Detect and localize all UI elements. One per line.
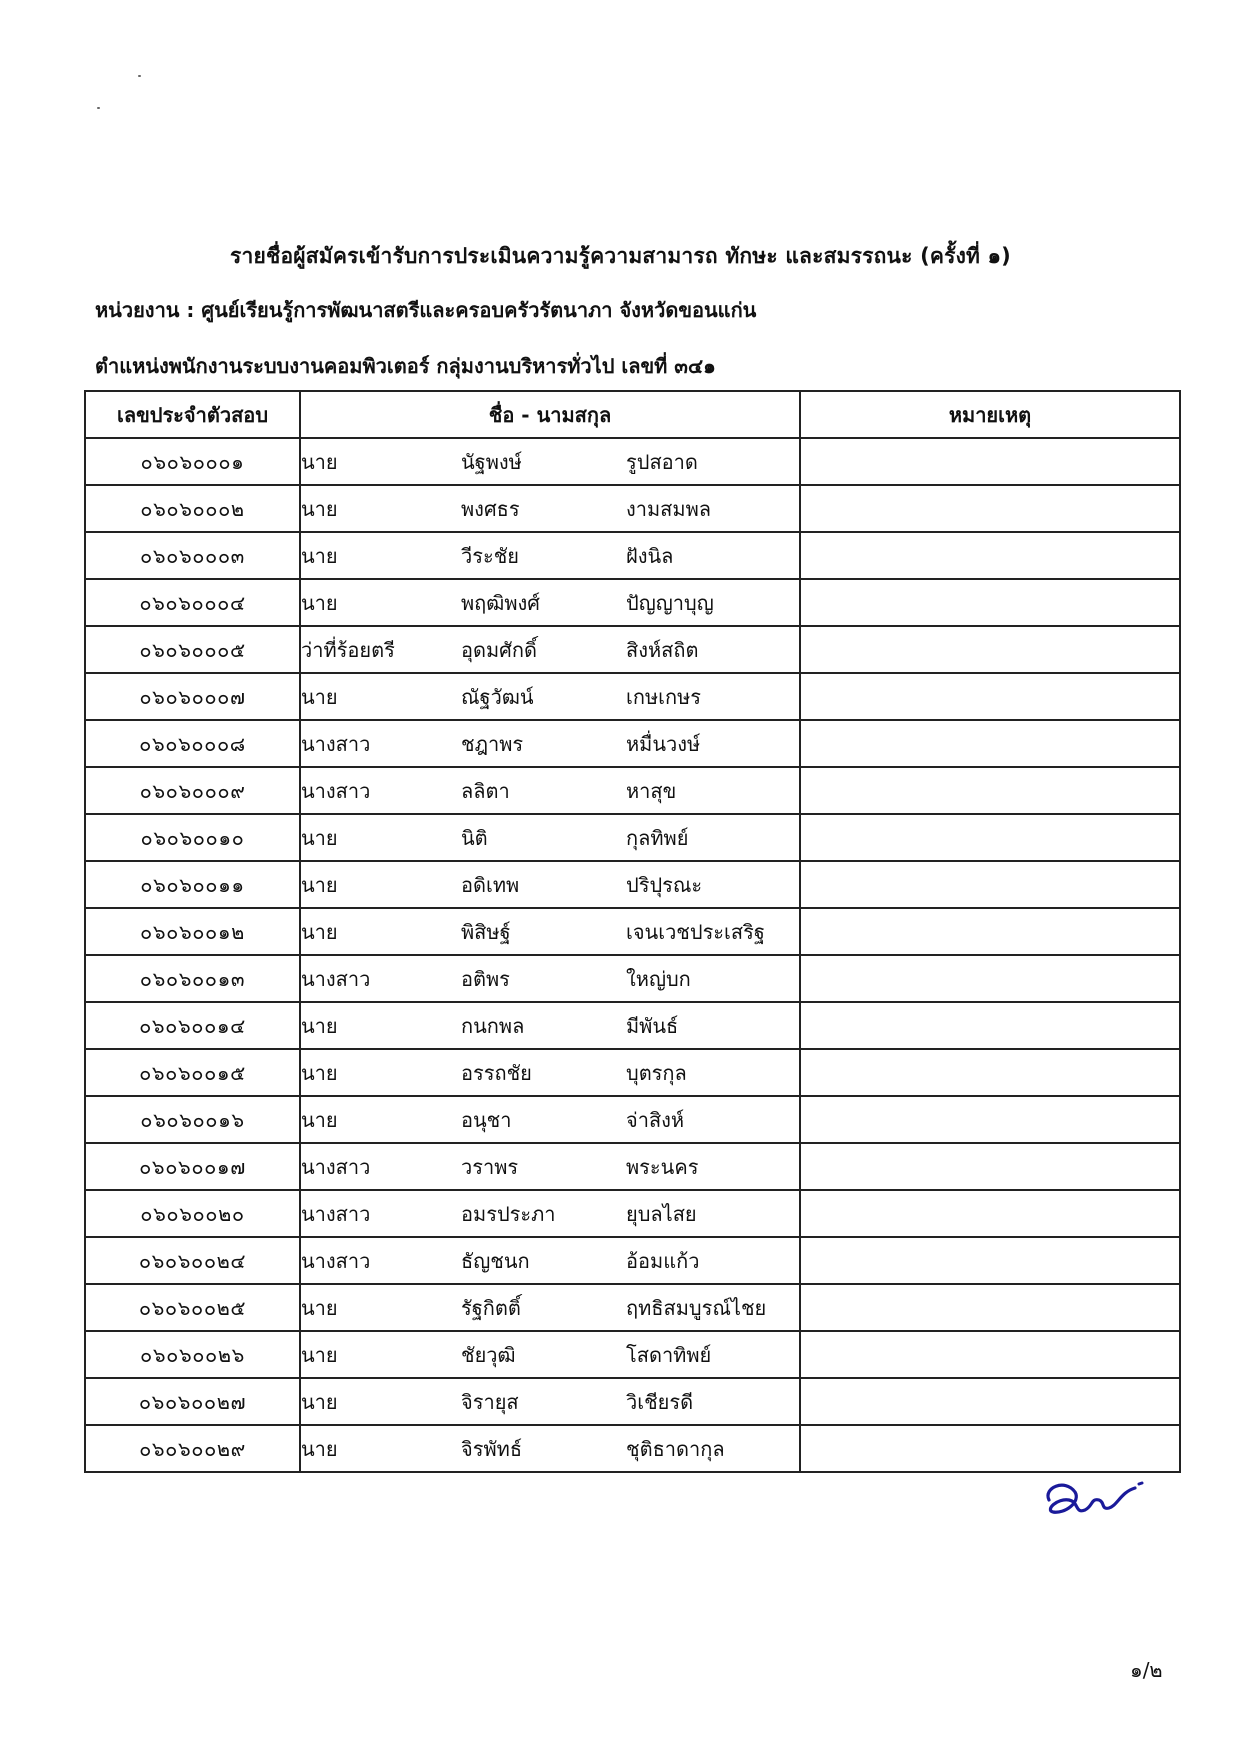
table-row — [85, 1284, 1180, 1331]
page-number: ๑/๒ — [1130, 1658, 1163, 1682]
first-name: วีระชัย — [461, 543, 520, 568]
table-row — [85, 861, 1180, 908]
name-prefix: นาย — [301, 684, 338, 709]
remarks-cell — [800, 1284, 1180, 1331]
exam-id-cell: ๐๖๐๖๐๐๒๔ — [85, 1237, 300, 1284]
last-name: มีพันธ์ — [626, 1013, 679, 1038]
name-cell — [300, 720, 800, 767]
remarks-cell — [800, 1096, 1180, 1143]
name-cell — [300, 438, 800, 485]
name-cell — [300, 1425, 800, 1472]
table-row — [85, 1378, 1180, 1425]
exam-id-cell: ๐๖๐๖๐๐๑๖ — [85, 1096, 300, 1143]
remarks-cell — [800, 861, 1180, 908]
last-name: อ้อมแก้ว — [626, 1248, 700, 1273]
remarks-cell — [800, 1425, 1180, 1472]
name-prefix: นาย — [301, 1389, 338, 1414]
name-cell — [300, 532, 800, 579]
name-prefix: นาย — [301, 872, 338, 897]
first-name: พิสิษฐ์ — [461, 919, 511, 944]
name-prefix: นาย — [301, 1436, 338, 1461]
name-cell — [300, 1237, 800, 1284]
table-row — [85, 814, 1180, 861]
exam-id-cell: ๐๖๐๖๐๐๒๖ — [85, 1331, 300, 1378]
remarks-cell — [800, 1378, 1180, 1425]
remarks-cell — [800, 438, 1180, 485]
name-cell — [300, 1331, 800, 1378]
header-full-name: ชื่อ - นามสกุล — [300, 391, 800, 438]
table-row — [85, 1096, 1180, 1143]
remarks-cell — [800, 1237, 1180, 1284]
remarks-cell — [800, 579, 1180, 626]
table-row — [85, 1190, 1180, 1237]
last-name: รูปสอาด — [626, 449, 698, 474]
exam-id-cell: ๐๖๐๖๐๐๑๗ — [85, 1143, 300, 1190]
last-name: ฤทธิสมบูรณ์ไชย — [626, 1295, 767, 1320]
table-row — [85, 626, 1180, 673]
name-prefix: นาย — [301, 825, 338, 850]
first-name: อติพร — [461, 966, 510, 991]
first-name: อดิเทพ — [461, 872, 520, 897]
remarks-cell — [800, 1331, 1180, 1378]
last-name: บุตรกุล — [626, 1060, 687, 1085]
applicant-table — [84, 390, 1181, 1473]
table-row — [85, 438, 1180, 485]
last-name: โสดาทิพย์ — [626, 1342, 712, 1367]
first-name: จิรายุส — [461, 1389, 519, 1414]
last-name: หาสุข — [626, 778, 677, 803]
name-prefix: นาย — [301, 919, 338, 944]
exam-id-cell: ๐๖๐๖๐๐๐๙ — [85, 767, 300, 814]
exam-id-cell: ๐๖๐๖๐๐๒๕ — [85, 1284, 300, 1331]
name-prefix: ว่าที่ร้อยตรี — [301, 637, 395, 662]
agency-line: หน่วยงาน : ศูนย์เรียนรู้การพัฒนาสตรีและครอบครัวรัตนาภา จังหวัดขอนแก่น — [95, 298, 757, 322]
table-row — [85, 532, 1180, 579]
name-cell — [300, 1190, 800, 1237]
first-name: วราพร — [461, 1154, 519, 1179]
last-name: ปริปุรณะ — [626, 872, 703, 897]
first-name: พฤฒิพงศ์ — [461, 590, 541, 615]
table-row — [85, 1331, 1180, 1378]
name-prefix: นาย — [301, 543, 338, 568]
table-row — [85, 1002, 1180, 1049]
remarks-cell — [800, 673, 1180, 720]
last-name: พระนคร — [626, 1154, 699, 1179]
page-title: รายชื่อผู้สมัครเข้ารับการประเมินความรู้ความสามารถ ทักษะ และสมรรถนะ (ครั้งที่ ๑) — [230, 244, 1011, 268]
name-prefix: นางสาว — [301, 1154, 371, 1179]
name-prefix: นาย — [301, 1060, 338, 1085]
first-name: ลลิตา — [461, 778, 510, 803]
last-name: ยุบลไสย — [626, 1201, 697, 1226]
name-prefix: นางสาว — [301, 966, 371, 991]
first-name: นิติ — [461, 825, 488, 850]
name-prefix: นาย — [301, 1013, 338, 1038]
remarks-cell — [800, 485, 1180, 532]
table-row — [85, 1237, 1180, 1284]
last-name: งามสมพล — [626, 496, 712, 521]
name-prefix: นางสาว — [301, 1201, 371, 1226]
last-name: เจนเวชประเสริฐ — [626, 919, 765, 944]
remarks-cell — [800, 1049, 1180, 1096]
first-name: นัฐพงษ์ — [461, 449, 522, 474]
name-prefix: นาย — [301, 590, 338, 615]
name-cell — [300, 814, 800, 861]
exam-id-cell: ๐๖๐๖๐๐๐๘ — [85, 720, 300, 767]
table-row — [85, 1049, 1180, 1096]
last-name: กุลทิพย์ — [626, 825, 689, 850]
name-prefix: นาย — [301, 1107, 338, 1132]
name-cell — [300, 1049, 800, 1096]
name-cell — [300, 1284, 800, 1331]
name-prefix: นางสาว — [301, 778, 371, 803]
table-row — [85, 1143, 1180, 1190]
exam-id-cell: ๐๖๐๖๐๐๐๒ — [85, 485, 300, 532]
name-cell — [300, 861, 800, 908]
name-cell — [300, 1378, 800, 1425]
first-name: ธัญชนก — [461, 1248, 530, 1273]
first-name: กนกพล — [461, 1013, 525, 1038]
name-cell — [300, 1143, 800, 1190]
exam-id-cell: ๐๖๐๖๐๐๑๔ — [85, 1002, 300, 1049]
table-row — [85, 908, 1180, 955]
table-row — [85, 1425, 1180, 1472]
first-name: ณัฐวัฒน์ — [461, 684, 534, 709]
last-name: จ่าสิงห์ — [626, 1107, 685, 1132]
table-row — [85, 720, 1180, 767]
exam-id-cell: ๐๖๐๖๐๐๑๐ — [85, 814, 300, 861]
last-name: ใหญ่บก — [626, 966, 691, 991]
name-prefix: นาย — [301, 1295, 338, 1320]
position-line: ตำแหน่งพนักงานระบบงานคอมพิวเตอร์ กลุ่มงานบริหารทั่วไป เลขที่ ๓๔๑ — [95, 354, 716, 378]
name-prefix: นางสาว — [301, 1248, 371, 1273]
name-cell — [300, 626, 800, 673]
name-cell — [300, 673, 800, 720]
remarks-cell — [800, 1143, 1180, 1190]
last-name: ฝังนิล — [626, 543, 674, 568]
remarks-cell — [800, 814, 1180, 861]
name-prefix: นาย — [301, 1342, 338, 1367]
first-name: ชัยวุฒิ — [461, 1342, 516, 1367]
header-remarks: หมายเหตุ — [800, 391, 1180, 438]
last-name: สิงห์สถิต — [626, 637, 699, 662]
first-name: อนุชา — [461, 1107, 512, 1132]
exam-id-cell: ๐๖๐๖๐๐๐๕ — [85, 626, 300, 673]
table-row — [85, 485, 1180, 532]
remarks-cell — [800, 626, 1180, 673]
name-prefix: นาย — [301, 496, 338, 521]
exam-id-cell: ๐๖๐๖๐๐๒๐ — [85, 1190, 300, 1237]
exam-id-cell: ๐๖๐๖๐๐๐๑ — [85, 438, 300, 485]
first-name: ชฎาพร — [461, 731, 524, 756]
header-exam-id: เลขประจำตัวสอบ — [85, 391, 300, 438]
exam-id-cell: ๐๖๐๖๐๐๑๕ — [85, 1049, 300, 1096]
first-name: รัฐกิตติ์ — [461, 1295, 521, 1320]
exam-id-cell: ๐๖๐๖๐๐๐๔ — [85, 579, 300, 626]
first-name: จิรพัทธ์ — [461, 1436, 523, 1461]
name-prefix: นาย — [301, 449, 338, 474]
last-name: ชุติธาดากุล — [626, 1436, 725, 1461]
exam-id-cell: ๐๖๐๖๐๐๑๒ — [85, 908, 300, 955]
first-name: อมรประภา — [461, 1201, 556, 1226]
exam-id-cell: ๐๖๐๖๐๐๑๓ — [85, 955, 300, 1002]
name-cell — [300, 908, 800, 955]
remarks-cell — [800, 955, 1180, 1002]
last-name: วิเชียรดี — [626, 1389, 694, 1414]
name-cell — [300, 767, 800, 814]
scan-speck — [97, 107, 100, 109]
last-name: หมื่นวงษ์ — [626, 731, 701, 756]
last-name: เกษเกษร — [626, 684, 701, 709]
name-cell — [300, 1002, 800, 1049]
name-cell — [300, 955, 800, 1002]
exam-id-cell: ๐๖๐๖๐๐๒๗ — [85, 1378, 300, 1425]
table-row — [85, 673, 1180, 720]
first-name: อุดมศักดิ์ — [461, 637, 537, 662]
first-name: พงศธร — [461, 496, 520, 521]
first-name: อรรถชัย — [461, 1060, 532, 1085]
remarks-cell — [800, 908, 1180, 955]
name-cell — [300, 579, 800, 626]
exam-id-cell: ๐๖๐๖๐๐๑๑ — [85, 861, 300, 908]
remarks-cell — [800, 767, 1180, 814]
table-row — [85, 579, 1180, 626]
table-header-row — [85, 391, 1180, 438]
exam-id-cell: ๐๖๐๖๐๐๐๗ — [85, 673, 300, 720]
name-cell — [300, 485, 800, 532]
remarks-cell — [800, 1190, 1180, 1237]
remarks-cell — [800, 1002, 1180, 1049]
name-prefix: นางสาว — [301, 731, 371, 756]
signature-icon — [1035, 1470, 1155, 1530]
table-body — [85, 438, 1180, 1472]
remarks-cell — [800, 532, 1180, 579]
table-row — [85, 955, 1180, 1002]
scan-speck — [138, 75, 141, 77]
table-row — [85, 767, 1180, 814]
exam-id-cell: ๐๖๐๖๐๐๐๓ — [85, 532, 300, 579]
name-cell — [300, 1096, 800, 1143]
remarks-cell — [800, 720, 1180, 767]
exam-id-cell: ๐๖๐๖๐๐๒๙ — [85, 1425, 300, 1472]
last-name: ปัญญาบุญ — [626, 590, 714, 615]
